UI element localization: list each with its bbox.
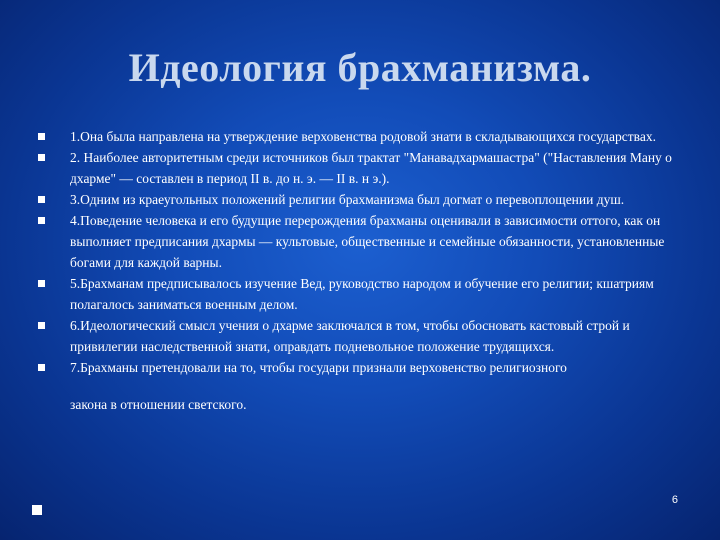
list-item-continuation: закона в отношении светского. (70, 397, 247, 412)
list-item (38, 315, 688, 357)
bullet-square-icon (38, 217, 45, 224)
bullet-square-icon (38, 364, 45, 371)
bullet-square-icon (38, 196, 45, 203)
list-item (38, 147, 688, 189)
list-item-text: 3.Одним из краеугольных положений религии брахманизма был догмат о перевоплощении душ. (70, 192, 625, 207)
list-item-text: 2. Наиболее авторитетным среди источников был трактат "Манавадхармашастра" ("Наставления Ману о дхарме" — составлен в период II в. до н. э. — II в. н э.). (70, 150, 672, 186)
page-number: 6 (671, 494, 678, 506)
slide-title: Идеология брахманизма. (128, 45, 592, 90)
list-item (38, 357, 688, 415)
list-item (38, 126, 688, 147)
bullet-square-icon (38, 280, 45, 287)
list-item-text: 4.Поведение человека и его будущие перерождения брахманы оценивали в зависимости оттого, как он выполняет предписания дхармы — культовые, общественные и семейные обязанности, установленные богами для каждой варны. (70, 213, 665, 270)
list-item-text: 6.Идеологический смысл учения о дхарме заключался в том, чтобы обосновать кастовый строй и привилегии наследственной знати, оправдать подневольное положение трудящихся. (70, 318, 630, 354)
bullet-square-icon (38, 133, 45, 140)
list-item-text: 7.Брахманы претендовали на то, чтобы государи признали верховенство религиозного (70, 360, 567, 375)
list-item-text: 5.Брахманам предписывалось изучение Вед, руководство народом и обучение его религии; кшатриям полагалось заниматься военным делом. (70, 276, 654, 312)
list-item (38, 210, 688, 273)
corner-square-icon (32, 505, 42, 515)
bullet-square-icon (38, 322, 45, 329)
list-item-text: 1.Она была направлена на утверждение верховенства родовой знати в складывающихся государствах. (70, 129, 656, 144)
bullet-square-icon (38, 154, 45, 161)
list-item (38, 189, 688, 210)
bullet-list (38, 126, 688, 415)
list-item (38, 273, 688, 315)
